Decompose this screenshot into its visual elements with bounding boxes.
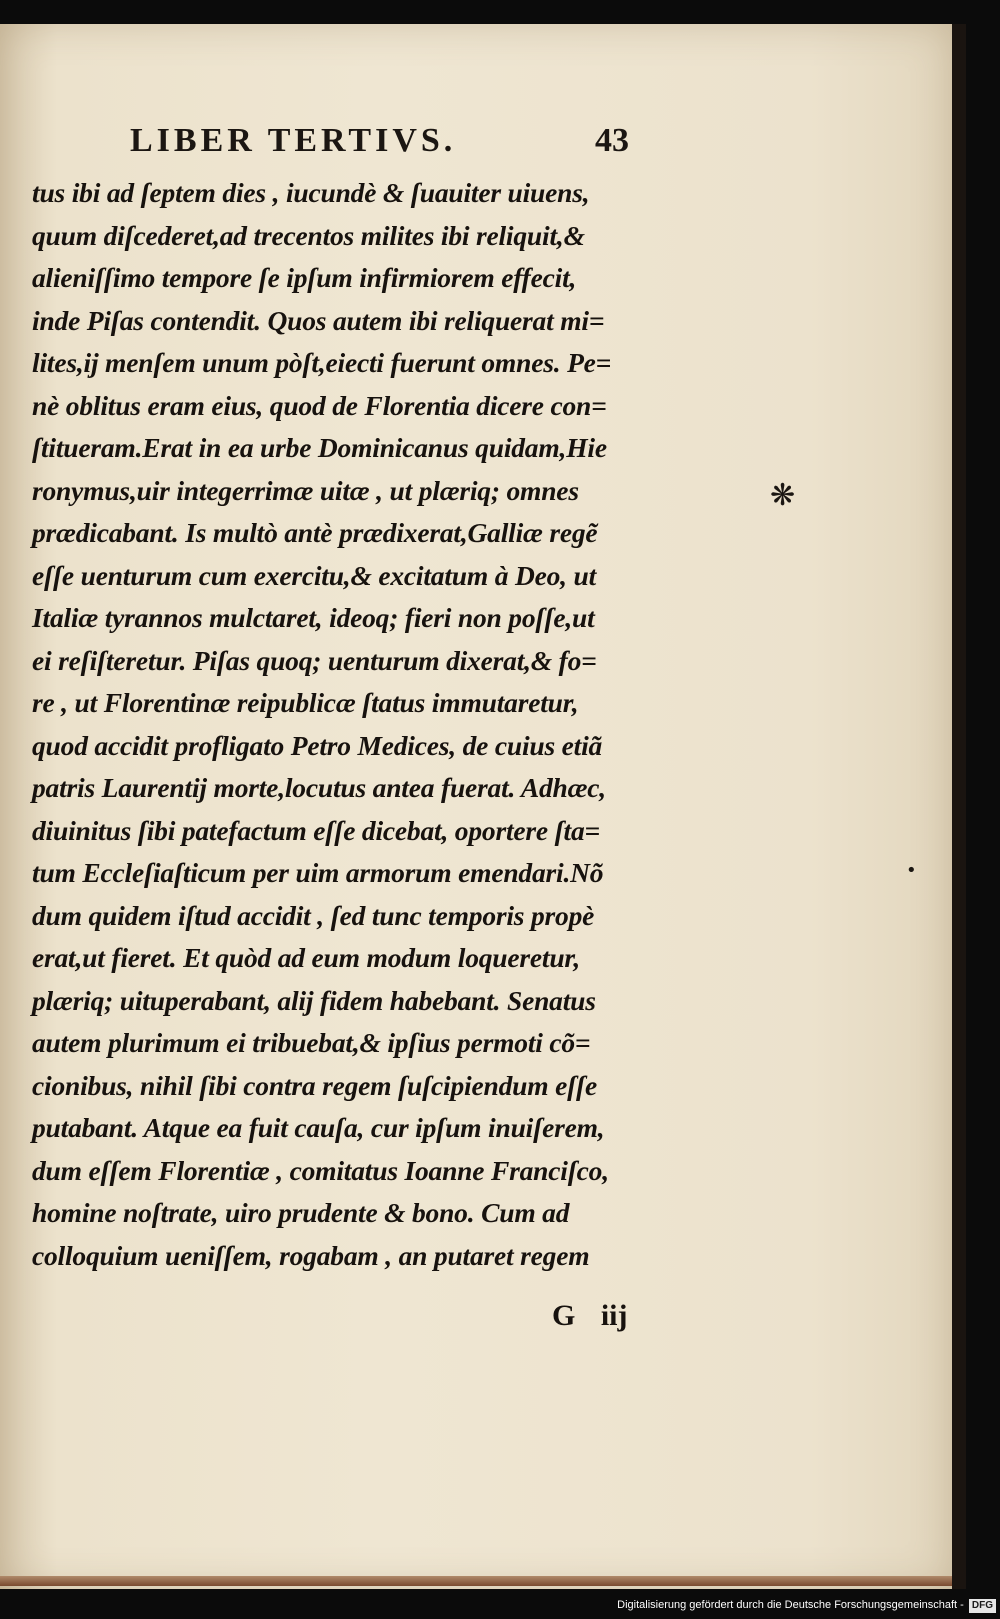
text-line: quum diſcederet,ad trecentos milites ibi reliquit,& bbox=[32, 219, 585, 251]
text-line: tum Eccleſiaſticum per uim armorum emendari.Nõ bbox=[32, 857, 604, 888]
text-line: prædicabant. Is multò antè prædixerat,Galliæ regẽ bbox=[32, 517, 598, 548]
text-line: ronymus,uir integerrimæ uitæ , ut plæriq; omnes bbox=[32, 474, 579, 506]
text-line: putabant. Atque ea fuit cauſa, cur ipſum inuiſerem, bbox=[32, 1112, 605, 1143]
text-line: tus ibi ad ſeptem dies , iucundè & ſuauiter uiuens, bbox=[32, 177, 590, 208]
dfg-logo: DFG bbox=[969, 1599, 996, 1613]
text-line: erat,ut fieret. Et quòd ad eum modum loqueretur, bbox=[32, 942, 581, 973]
margin-ornament-icon: ❋ bbox=[770, 478, 796, 513]
credit-text: Digitalisierung gefördert durch die Deutsche Forschungsgemeinschaft - bbox=[617, 1599, 964, 1611]
page-bottom-edge bbox=[0, 1576, 952, 1586]
text-line: patris Laurentij morte,locutus antea fuerat. Adhæc, bbox=[32, 772, 606, 803]
page-edge-shadow bbox=[952, 24, 966, 1589]
text-line: plæriq; uituperabant, alij fidem habebant. Senatus bbox=[32, 984, 596, 1016]
text-line: cionibus, nihil ſibi contra regem ſuſcipiendum eſſe bbox=[32, 1069, 598, 1101]
text-line: nè oblitus eram eius, quod de Florentia dicere con= bbox=[32, 389, 607, 421]
text-line: inde Piſas contendit. Quos autem ibi reliquerat mi= bbox=[32, 304, 605, 336]
body-text bbox=[32, 172, 692, 1277]
text-line: dum eſſem Florentiæ , comitatus Ioanne Franciſco, bbox=[32, 1154, 609, 1186]
text-line: ei reſiſteretur. Piſas quoq; uenturum dixerat,& fo= bbox=[32, 644, 597, 676]
text-line: eſſe uenturum cum exercitu,& excitatum à Deo, ut bbox=[32, 559, 597, 591]
text-line: dum quidem iſtud accidit , ſed tunc temporis propè bbox=[32, 899, 595, 931]
text-line: lites,ij menſem unum pòſt,eiecti fuerunt omnes. Pe= bbox=[32, 347, 612, 378]
text-line: autem plurimum ei tribuebat,& ipſius permoti cõ= bbox=[32, 1027, 591, 1058]
folio-number: 43 bbox=[595, 122, 629, 159]
running-title: LIBER TERTIVS. bbox=[130, 122, 457, 159]
signature-mark: G iij bbox=[552, 1299, 628, 1332]
text-line: homine noſtrate, uiro prudente & bono. Cum ad bbox=[32, 1197, 570, 1228]
text-line: diuinitus ſibi patefactum eſſe dicebat, oportere ſta= bbox=[32, 814, 600, 846]
text-line: Italiæ tyrannos mulctaret, ideoq; fieri non poſſe,ut bbox=[32, 602, 595, 633]
text-line: alieniſſimo tempore ſe ipſum infirmiorem effecit, bbox=[32, 262, 577, 293]
text-line: quod accidit profligato Petro Medices, de cuius etiã bbox=[32, 729, 603, 761]
running-head bbox=[130, 122, 650, 162]
text-line: colloquium ueniſſem, rogabam , an putaret regem bbox=[32, 1239, 590, 1271]
digitization-credit bbox=[617, 1593, 996, 1617]
margin-dot-icon: • bbox=[906, 860, 917, 881]
text-line: ſtitueram.Erat in ea urbe Dominicanus quidam,Hie bbox=[32, 432, 607, 463]
text-line: re , ut Florentinæ reipublicæ ſtatus immutaretur, bbox=[32, 687, 579, 718]
